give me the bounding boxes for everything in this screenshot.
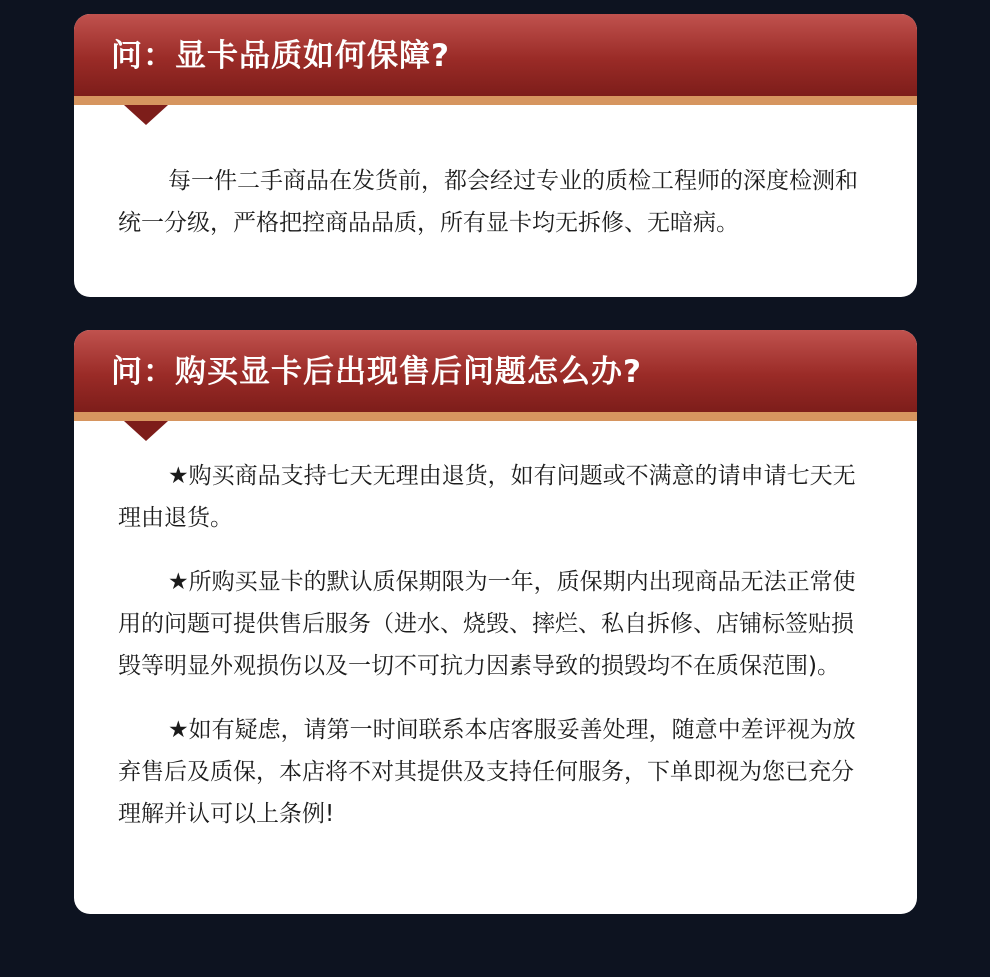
answer-paragraph-return-policy: ★购买商品支持七天无理由退货，如有问题或不满意的请申请七天无理由退货。 [118, 463, 856, 531]
faq-header [74, 14, 917, 96]
faq-question: 问：购买显卡后出现售后问题怎么办? [111, 354, 642, 390]
header-divider [74, 96, 917, 105]
answer-paragraph: 每一件二手商品在发货前，都会经过专业的质检工程师的深度检测和统一分级，严格把控商品品质，所有显卡均无拆修、无暗病。 [118, 168, 858, 236]
header-divider [74, 412, 917, 421]
faq-header [74, 330, 917, 412]
faq-answer-after-sales [118, 455, 873, 835]
answer-paragraph-disclaimer: ★如有疑虑，请第一时间联系本店客服妥善处理，随意中差评视为放弃售后及质保，本店将不对其提供及支持任何服务，下单即视为您已充分理解并认可以上条例! [118, 717, 856, 827]
faq-card-quality [74, 14, 917, 297]
answer-paragraph-warranty: ★所购买显卡的默认质保期限为一年，质保期内出现商品无法正常使用的问题可提供售后服务（进水、烧毁、摔烂、私自拆修、店铺标签贴损毁等明显外观损伤以及一切不可抗力因素导致的损毁均不在质保范围)。 [118, 569, 856, 679]
header-pointer [124, 421, 168, 441]
header-pointer [124, 105, 168, 125]
faq-answer [118, 160, 873, 244]
faq-question: 问：显卡品质如何保障? [111, 38, 450, 74]
